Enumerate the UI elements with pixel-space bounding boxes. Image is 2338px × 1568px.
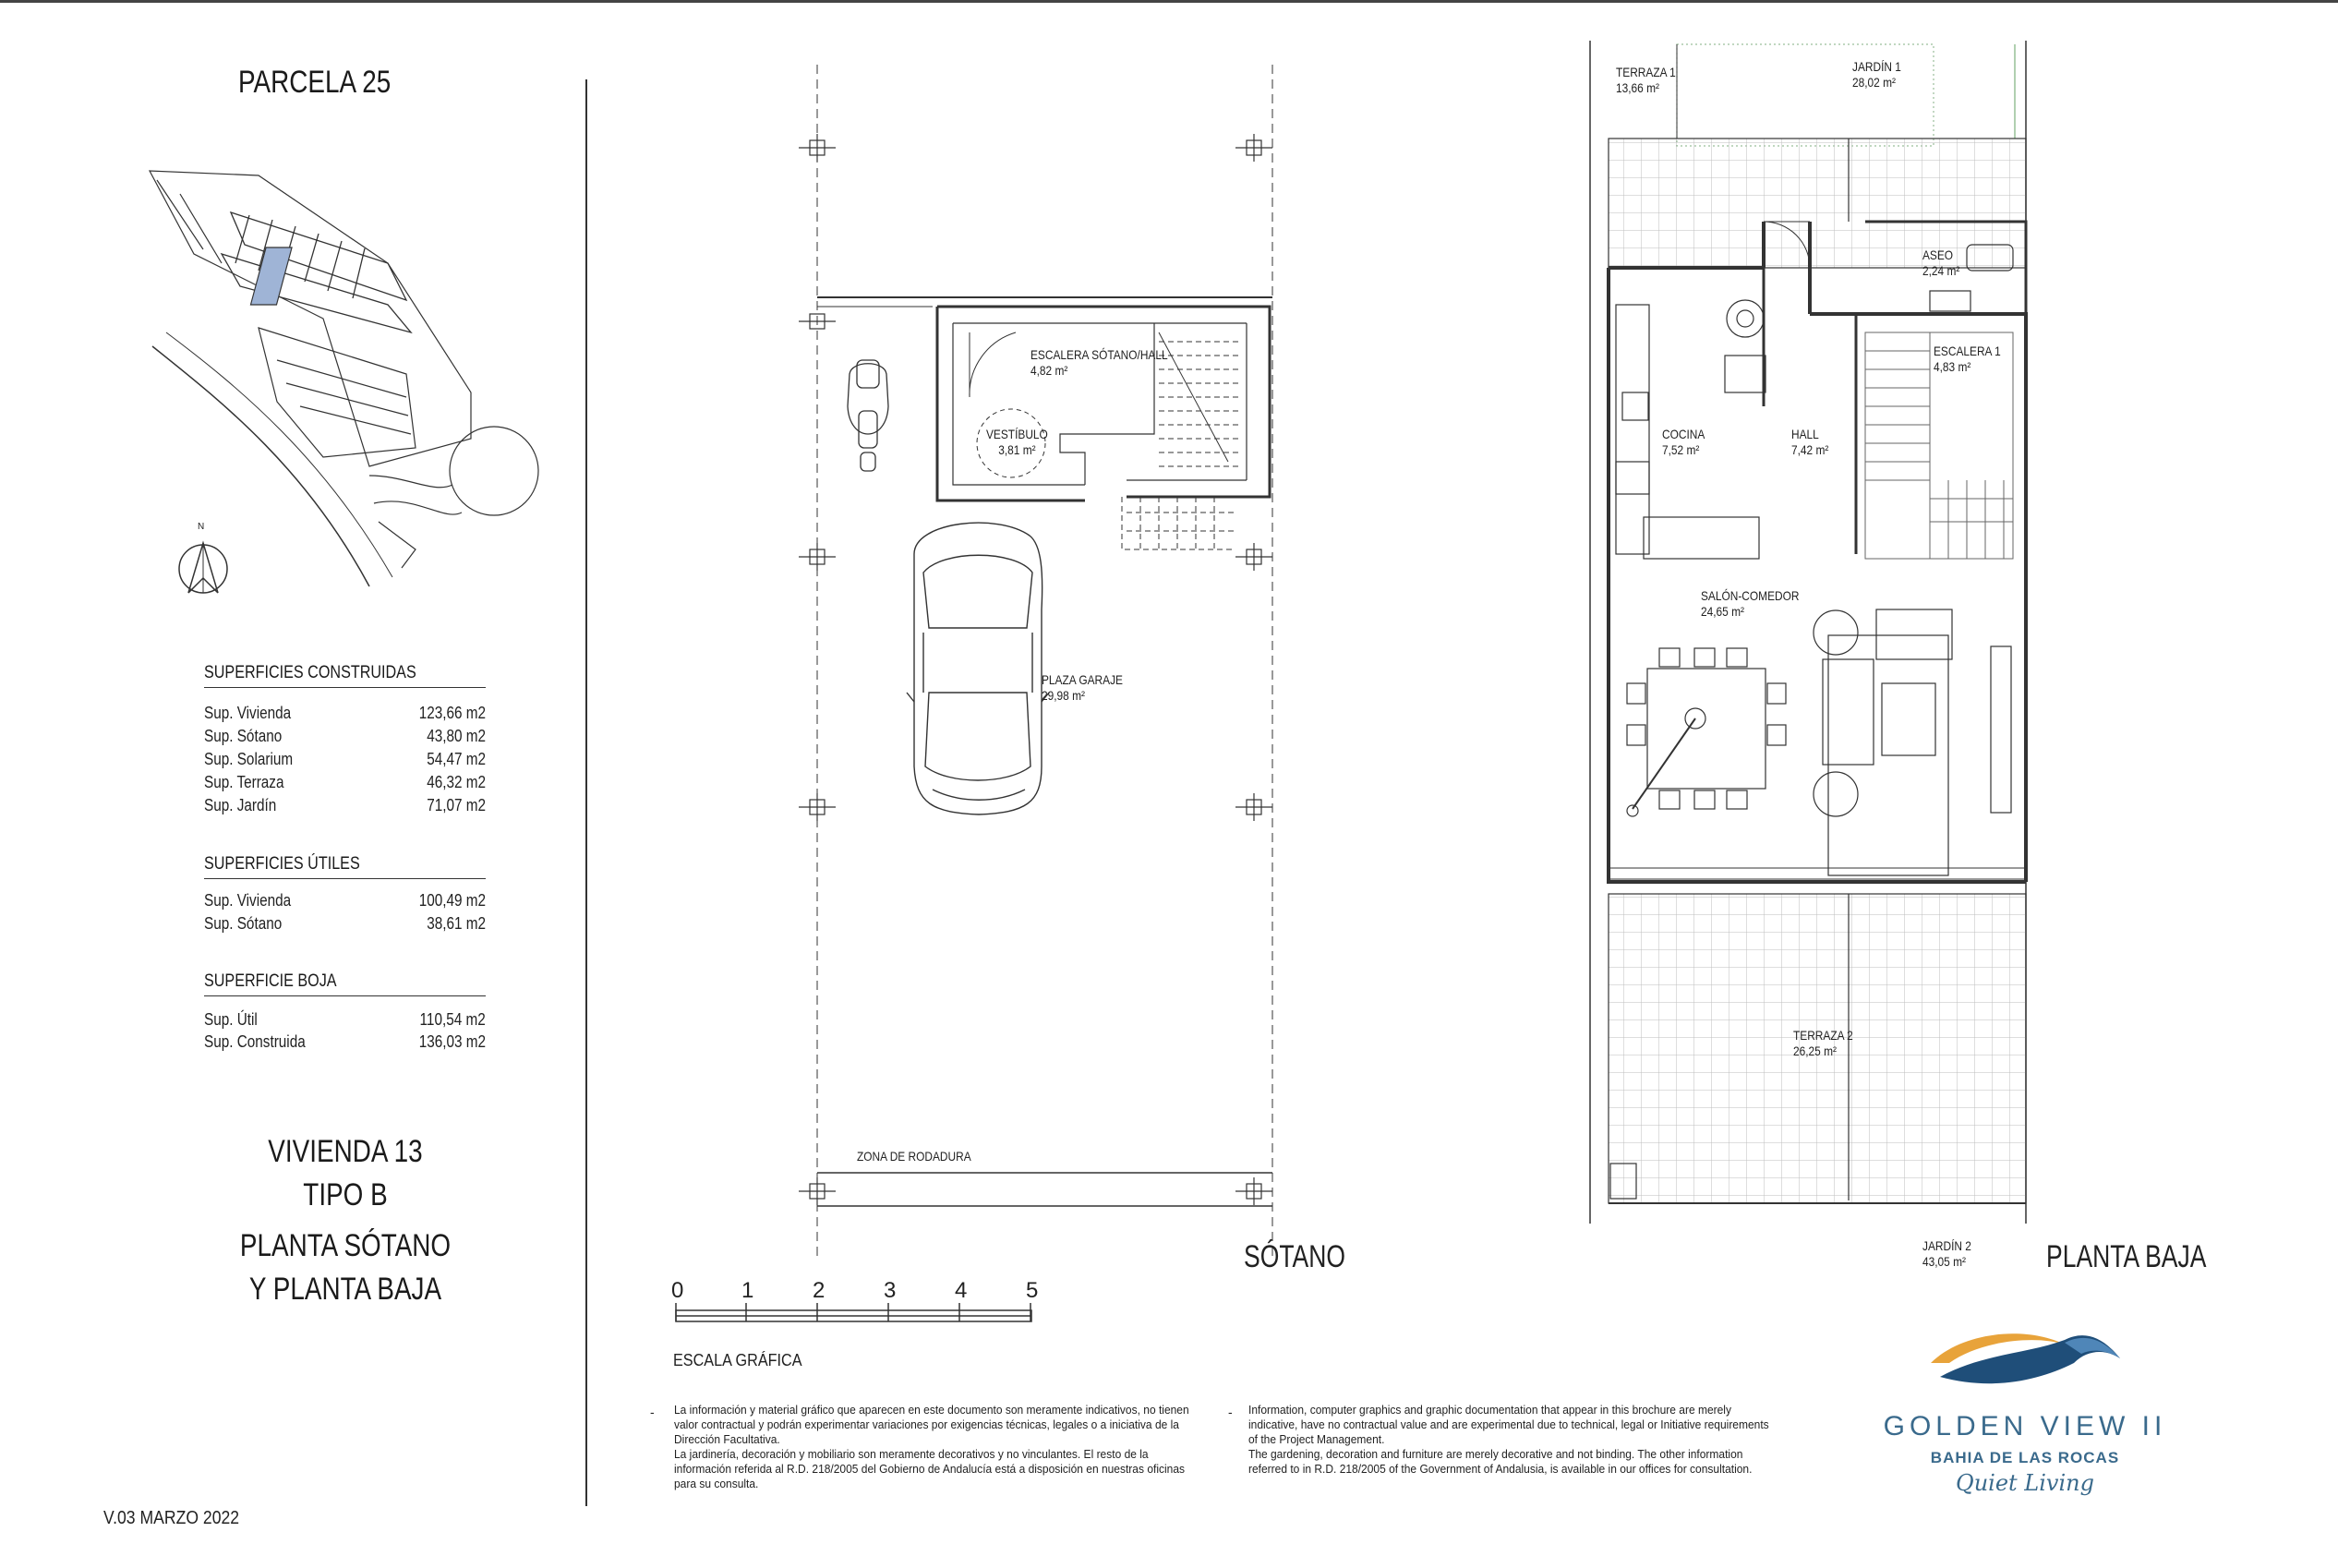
brand-logo-icon bbox=[1926, 1326, 2148, 1409]
built-row: Sup. Solarium 54,47 m2 bbox=[204, 750, 486, 768]
scale-tick: 1 bbox=[741, 1278, 754, 1303]
disclaimer-en: Information, computer graphics and graphic documentation that appear in this brochure are merely indicative, have no contractual value and are experimental due to technical, legal or Initiative requirements of the Project Management. The gardening, decoration and furniture are merely decorative and not binding. The other information referred to in R.D. 218/2005 of the Government of Andalusia, is available in our offices for consultation. bbox=[1248, 1404, 1769, 1476]
useful-row: Sup. Vivienda 100,49 m2 bbox=[204, 891, 486, 910]
room-label: HALL 7,42 m² bbox=[1791, 427, 1829, 457]
room-label: ESCALERA 1 4,83 m² bbox=[1934, 344, 2001, 374]
divider bbox=[204, 995, 486, 996]
panel-divider bbox=[585, 79, 587, 1506]
basement-plan bbox=[794, 55, 1293, 1274]
scale-tick: 5 bbox=[1026, 1278, 1039, 1303]
useful-surfaces-heading: SUPERFICIES ÚTILES bbox=[204, 854, 360, 874]
built-surfaces-heading: SUPERFICIES CONSTRUIDAS bbox=[204, 663, 416, 682]
unit-title-line3: PLANTA SÓTANO bbox=[239, 1228, 452, 1263]
scale-tick: 2 bbox=[813, 1278, 826, 1303]
north-label: N bbox=[198, 522, 205, 532]
scale-bar bbox=[671, 1297, 1041, 1334]
unit-title-line1: VIVIENDA 13 bbox=[268, 1134, 423, 1169]
version-label: V.03 MARZO 2022 bbox=[103, 1508, 240, 1528]
built-row: Sup. Terraza 46,32 m2 bbox=[204, 773, 486, 791]
bullet: - bbox=[1228, 1405, 1233, 1419]
top-border bbox=[0, 0, 2338, 3]
scale-label: ESCALA GRÁFICA bbox=[673, 1351, 802, 1369]
boja-surface-heading: SUPERFICIE BOJA bbox=[204, 971, 337, 991]
disclaimer-es: La información y material gráfico que aparecen en este documento son meramente indicativos, no tienen valor contractual y podrán experimentar variaciones por exigencias técnicas, legales o a iniciativa de la Dirección Facultativa. La jardinería, decoración y mobiliario son meramente decorativos y no vinculantes. El resto de la información referida al R.D. 218/2005 del Gobierno de Andalucía está a disposición en nuestras oficinas para su consulta. bbox=[674, 1404, 1189, 1490]
basement-title: SÓTANO bbox=[1244, 1239, 1346, 1274]
room-label: COCINA 7,52 m² bbox=[1662, 427, 1705, 457]
boja-row: Sup. Útil 110,54 m2 bbox=[204, 1010, 486, 1029]
unit-title-line2: TIPO B bbox=[303, 1177, 388, 1212]
room-label: JARDÍN 2 43,05 m² bbox=[1922, 1238, 1971, 1269]
built-row: Sup. Sótano 43,80 m2 bbox=[204, 727, 486, 745]
bullet: - bbox=[650, 1405, 655, 1419]
room-label: SALÓN-COMEDOR 24,65 m² bbox=[1701, 588, 1800, 619]
brand-subtitle: BAHIA DE LAS ROCAS bbox=[1930, 1449, 2120, 1466]
divider bbox=[204, 878, 486, 879]
unit-title-line4: Y PLANTA BAJA bbox=[248, 1272, 442, 1307]
parcel-title: PARCELA 25 bbox=[238, 65, 392, 100]
useful-row: Sup. Sótano 38,61 m2 bbox=[204, 914, 486, 933]
boja-row: Sup. Construida 136,03 m2 bbox=[204, 1032, 486, 1051]
room-label: TERRAZA 2 26,25 m² bbox=[1793, 1028, 1853, 1058]
room-label: ESCALERA SÓTANO/HALL 4,82 m² bbox=[1030, 347, 1168, 378]
room-label: JARDÍN 1 28,02 m² bbox=[1852, 59, 1901, 90]
ground-floor-title: PLANTA BAJA bbox=[2046, 1239, 2207, 1274]
room-label: VESTÍBULO 3,81 m² bbox=[986, 427, 1048, 457]
built-row: Sup. Vivienda 123,66 m2 bbox=[204, 704, 486, 722]
scale-tick: 4 bbox=[955, 1278, 968, 1303]
scale-tick: 0 bbox=[671, 1278, 684, 1303]
road-zone-label: ZONA DE RODADURA bbox=[857, 1149, 971, 1164]
brand-tagline: Quiet Living bbox=[1956, 1470, 2094, 1496]
room-label: TERRAZA 1 13,66 m² bbox=[1616, 65, 1676, 95]
room-label: ASEO 2,24 m² bbox=[1922, 247, 1960, 278]
north-arrow-icon bbox=[175, 534, 231, 600]
room-label: PLAZA GARAJE 29,98 m² bbox=[1042, 672, 1123, 703]
scale-tick: 3 bbox=[884, 1278, 897, 1303]
divider bbox=[204, 687, 486, 688]
brand-name: GOLDEN VIEW II bbox=[1883, 1411, 2167, 1441]
built-row: Sup. Jardín 71,07 m2 bbox=[204, 796, 486, 814]
